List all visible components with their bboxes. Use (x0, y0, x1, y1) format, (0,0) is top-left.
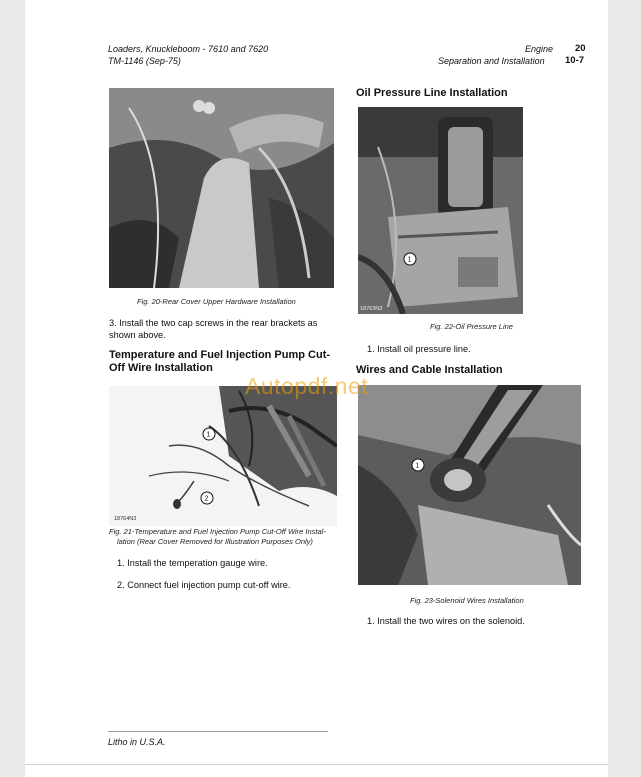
heading-temperature-cutoff-wire: Temperature and Fuel Injection Pump Cut-Off Wire Installation (109, 349, 331, 374)
manual-page (25, 0, 608, 776)
step-1-oil-pressure-line: 1. Install oil pressure line. (367, 344, 471, 354)
step-3-cap-screws: 3. Install the two cap screws in the rear brackets as shown above. (109, 318, 318, 340)
next-page-edge (25, 764, 608, 777)
header-page-number: 10-7 (565, 55, 585, 66)
fig23-caption: Fig. 23-Solenoid Wires Installation (410, 596, 524, 605)
fig21-photo (109, 386, 337, 526)
fig22-callout-1: 1 (407, 256, 412, 264)
fig23-photo (358, 385, 581, 585)
fig23-callout-1: 1 (415, 462, 420, 470)
step-2-fuel-cutoff-wire: 2. Connect fuel injection pump cut-off wire. (117, 580, 291, 590)
heading-oil-pressure-line: Oil Pressure Line Installation (356, 87, 508, 99)
fig21-caption-line2: lation (Rear Cover Removed for Illustration Purposes Only) (117, 537, 313, 546)
step-1-temperature-wire: 1. Install the temperation gauge wire. (117, 558, 268, 568)
watermark: Autopdf.net (245, 373, 369, 399)
header-section: Engine (525, 44, 554, 54)
heading-wires-and-cable: Wires and Cable Installation (356, 364, 503, 376)
fig21-callout-2: 2 (204, 495, 209, 503)
fig21-caption-line1: Fig. 21-Temperature and Fuel Injection Pump Cut-Off Wire Instal- (109, 527, 326, 536)
step-1-solenoid-wires: 1. Install the two wires on the solenoid. (367, 616, 525, 626)
fig21-callout-1: 1 (206, 431, 211, 439)
header-section-number: 20 (575, 43, 586, 54)
fig20-caption: Fig. 20-Rear Cover Upper Hardware Installation (137, 297, 296, 306)
fig21-film-code: 18764N3 (114, 516, 137, 522)
footer-rule (108, 731, 328, 732)
fig20-photo (109, 88, 334, 288)
fig22-caption: Fig. 22-Oil Pressure Line (430, 322, 513, 331)
header-model: Loaders, Knuckleboom - 7610 and 7620 (108, 44, 269, 54)
header-tm-number: TM-1146 (Sep-75) (108, 56, 181, 66)
fig22-film-code: 18763N3 (360, 306, 383, 312)
header-subsection: Separation and Installation (438, 56, 545, 66)
footer-litho: Litho in U.S.A. (108, 737, 166, 747)
fig22-photo (358, 107, 523, 314)
